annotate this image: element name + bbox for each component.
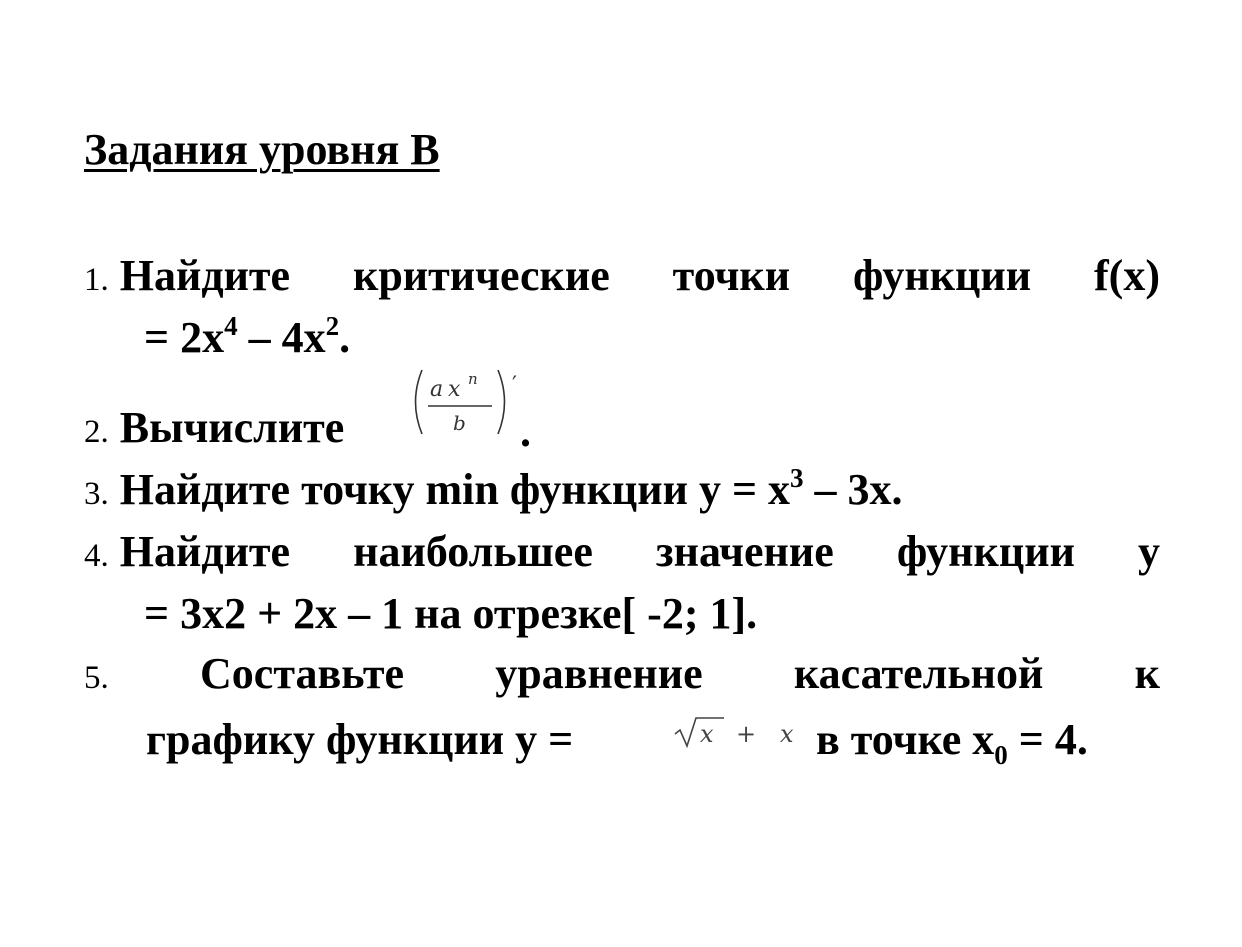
task-2-end: . — [520, 407, 531, 456]
formula-num-x: x — [448, 377, 461, 402]
sqrt-formula-image — [672, 712, 806, 752]
task-5-line-1 — [84, 650, 1160, 698]
task-1-word: критические — [352, 251, 610, 300]
task-1-word: f(x) — [1094, 251, 1160, 300]
task-5-number: 5. — [84, 660, 109, 696]
task-3-text: Найдите точку min функции y = x — [119, 465, 791, 514]
task-3-end: – 3x. — [803, 465, 903, 514]
page-title: Задания уровня В — [84, 125, 440, 174]
formula-x: x — [780, 720, 794, 748]
task-1-word: точки — [672, 251, 791, 300]
task-3-number: 3. — [84, 476, 109, 512]
task-4-line-2: = 3x2 + 2x – 1 на отрезке[ -2; 1]. — [144, 589, 758, 638]
task-5-word: Составьте — [200, 649, 404, 698]
task-1-line-2 — [144, 311, 351, 362]
task-3-exponent: 3 — [790, 463, 804, 493]
task-1-word: функции — [853, 251, 1032, 300]
task-4-number: 4. — [84, 538, 109, 574]
task-5-line-2-prefix: графику функции y = — [146, 715, 574, 764]
task-4-word: y — [1138, 527, 1160, 576]
formula-num-n: n — [468, 370, 478, 388]
task-4-word: наибольшее — [353, 527, 593, 576]
task-5-word: касательной — [793, 649, 1044, 698]
left-paren — [416, 370, 423, 434]
derivative-formula-image — [408, 366, 526, 438]
task-5-end: = 4. — [1007, 715, 1088, 764]
task-1-word: Найдите — [119, 251, 291, 300]
task-1-line-1 — [84, 252, 1160, 300]
task-1-number: 1. — [84, 262, 109, 298]
task-4-line-1 — [84, 528, 1160, 576]
task-2-line — [84, 404, 344, 452]
task-2-text: Вычислите — [119, 403, 345, 452]
task-1-exponent: 4 — [224, 311, 238, 341]
task-1-formula-end: . — [339, 313, 351, 362]
task-1-formula-part: = 2x — [144, 313, 225, 362]
formula-den-b: b — [453, 411, 466, 435]
task-5-line-2-suffix — [816, 715, 1088, 770]
task-1-exponent: 2 — [325, 311, 340, 341]
task-4-word: Найдите — [119, 527, 291, 576]
task-5-word: к — [1134, 649, 1160, 698]
task-5-word: уравнение — [495, 649, 703, 698]
plus-sign: + — [736, 720, 757, 748]
task-4-word: функции — [896, 527, 1075, 576]
sqrt-x: x — [700, 720, 714, 748]
task-1-formula-part: – 4x — [237, 313, 326, 362]
task-2-number: 2. — [84, 414, 109, 450]
task-5-subscript: 0 — [994, 740, 1008, 770]
formula-prime: ′ — [512, 373, 517, 398]
right-paren — [498, 370, 505, 434]
task-5-text: в точке x — [816, 715, 995, 764]
task-3-line — [84, 463, 903, 514]
task-4-word: значение — [655, 527, 834, 576]
formula-num-a: a — [430, 377, 444, 402]
